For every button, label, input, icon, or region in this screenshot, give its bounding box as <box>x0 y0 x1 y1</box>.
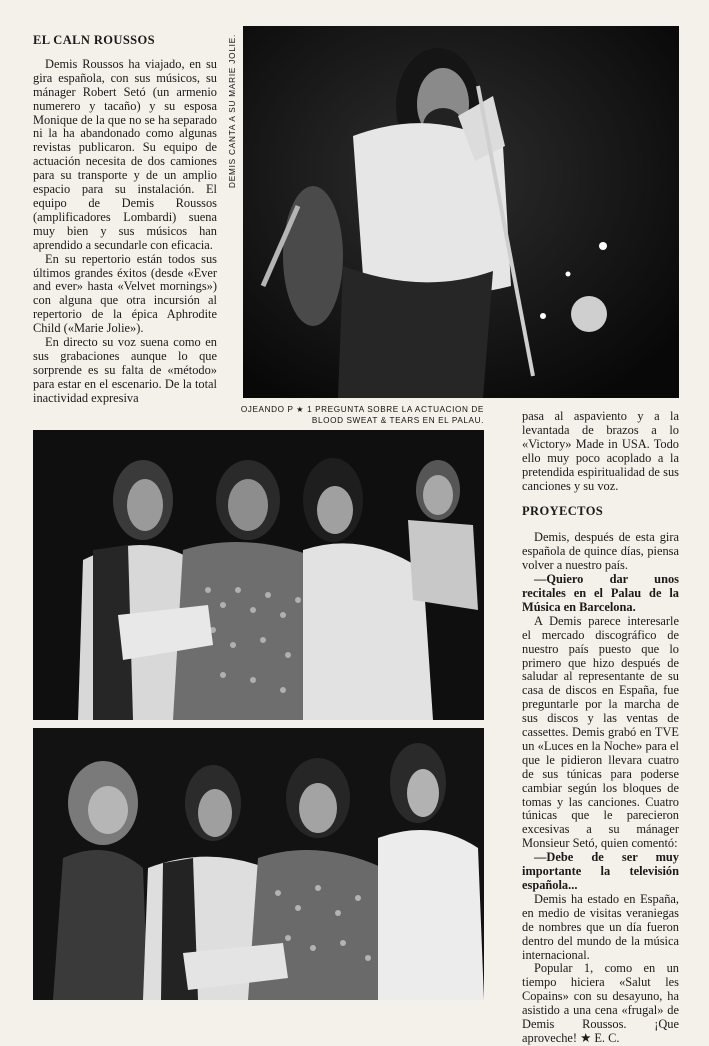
caption-line: OJEANDO P ★ 1 PREGUNTA SOBRE LA ACTUACION DE <box>240 405 484 414</box>
quote: —Quiero dar unos recitales en el Palau de la Música en Barcelona. <box>522 572 679 614</box>
group-photo-dinner <box>33 728 484 1000</box>
side-caption: DEMIS CANTA A SU MARIE JOLIE. <box>228 33 237 188</box>
article-heading: EL CALN ROUSSOS <box>33 33 156 47</box>
right-text-column <box>522 409 679 1045</box>
paragraph: Popular 1, como en un tiempo hiciera «Salut les Copains» con su desayuno, ha asistido a una cena «frugal» de Demis Roussos. ¡Que aproveche! ★ E. C. <box>522 961 679 1045</box>
quote: —Debe de ser muy importante la televisión española... <box>522 850 679 892</box>
group-photo-reading <box>33 430 484 720</box>
paragraph: A Demis parece interesarle el mercado discográfico de nuestro país puesto que lo primero que hizo después de saludar al representante de su casa de discos en España, fue preguntarle por la marcha de sus discos y las ventas de cassettes. Demis grabó en TVE un «Luces en la Noche» para el que le pidieron llevara cuatro de sus túnicas para poderse cambiar según los bloques de tomas y las canciones. Cuatro túnicas que le parecieron excesivas a su mánager Monsieur Setó, quien comentó: <box>522 613 679 851</box>
paragraph: Demis Roussos ha viajado, en su gira española, con sus músicos, su mánager Robert Setó (un armenio numerero y tacaño) y su esposa Monique de la que no se ha separado ni la ha abandonado como algunas revistas publicaron. Su equipo de actuación necesita de dos camiones para su transporte y de un amplio espacio para su instalación. El equipo de Demis Roussos (amplificadores Lombardi) suena muy bien y sus músicos han aprendido a secundarle con eficacia. <box>33 56 217 252</box>
paragraph: pasa al aspaviento y a la levantada de brazos a lo «Victory» Made in USA. Todo ello muy poco acoplado a la pretendida espiritualidad de sus canciones y su voz. <box>522 409 679 493</box>
paragraph: En su repertorio están todos sus últimos grandes éxitos (desde «Ever and ever» hasta «Velvet mornings») con alguna que otra incursión al repertorio de la épica Aphrodite Child («Marie Jolie»). <box>33 251 217 336</box>
caption-line: BLOOD SWEAT & TEARS EN EL PALAU. <box>311 416 484 425</box>
concert-photo <box>243 26 679 398</box>
left-text-column <box>33 34 217 414</box>
paragraph: En directo su voz suena como en sus grabaciones aunque lo que sorprende es su falta de «método» para estar en el escenario. De la total inactividad expresiva <box>33 335 217 405</box>
paragraph: Demis, después de esta gira española de quince días, piensa volver a nuestro país. <box>522 530 679 573</box>
photo-caption <box>225 404 484 426</box>
section-heading: PROYECTOS <box>522 504 604 519</box>
paragraph: Demis ha estado en España, en medio de visitas veraniegas de nombres que un día fueron dentro del mundo de la música internacional. <box>522 891 679 962</box>
